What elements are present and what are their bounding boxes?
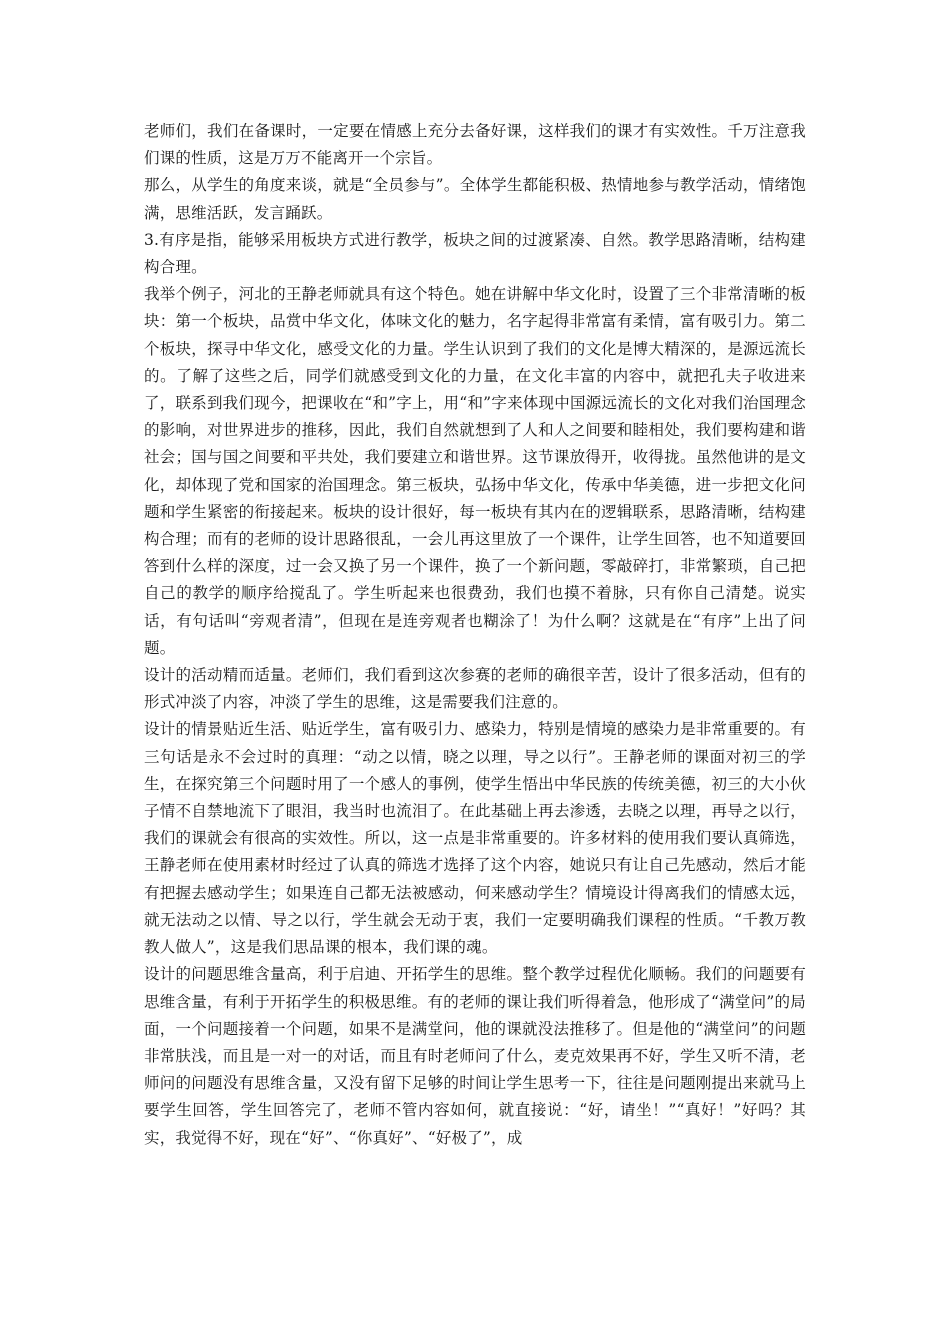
- paragraph-teacher-preparation: 老师们，我们在备课时，一定要在情感上充分去备好课，这样我们的课才有实效性。千万注意我们课的性质，这是万万不能离开一个宗旨。: [144, 122, 806, 168]
- paragraph-full-participation: 那么，从学生的角度来谈，就是“全员参与”。全体学生都能积极、热情地参与教学活动，情绪饱满，思维活跃，发言踊跃。: [144, 176, 806, 222]
- paragraph-scenarios: 设计的情景贴近生活、贴近学生，富有吸引力、感染力，特别是情境的感染力是非常重要的。有三句话是永不会过时的真理：“动之以情，晓之以理，导之以行”。王静老师的课面对初三的学生，在探究第三个问题时用了一个感人的事例，使学生悟出中华民族的传统美德，初三的大小伙子情不自禁地流下了眼泪，我当时也流泪了。在此基础上再去渗透，去晓之以理，再导之以行，我们的课就会有很高的实效性。所以，这一点是非常重要的。许多材料的使用我们要认真筛选，王静老师在使用素材时经过了认真的筛选才选择了这个内容，她说只有让自己先感动，然后才能有把握去感动学生；如果连自己都无法被感动，何来感动学生？情境设计得离我们的情感太远，就无法动之以情、导之以行，学生就会无动于衷，我们一定要明确我们课程的性质。“千教万教教人做人”，这是我们思品课的根本，我们课的魂。: [144, 720, 806, 957]
- paragraph-orderly-definition: 3.有序是指，能够采用板块方式进行教学，板块之间的过渡紧凑、自然。教学思路清晰，结构建构合理。: [144, 230, 806, 277]
- document-body: [144, 118, 806, 1152]
- paragraph-questions: 设计的问题思维含量高，利于启迪、开拓学生的思维。整个教学过程优化顺畅。我们的问题要有思维含量，有利于开拓学生的积极思维。有的老师的课让我们听得着急，他形成了“满堂问”的局面，一个问题接着一个问题，如果不是满堂问，他的课就没法推移了。但是他的“满堂问”的问题非常肤浅，而且是一对一的对话，而且有时老师问了什么，麦克效果再不好，学生又听不清，老师问的问题没有思维含量，又没有留下足够的时间让学生思考一下，往往是问题刚提出来就马上要学生回答，学生回答完了，老师不管内容如何，就直接说：“好，请坐！”“真好！”好吗？其实，我觉得不好，现在“好”、“你真好”、“好极了”，成: [144, 965, 806, 1147]
- paragraph-wang-jing-example: 我举个例子，河北的王静老师就具有这个特色。她在讲解中华文化时，设置了三个非常清晰的板块：第一个板块，品赏中华文化，体味文化的魅力，名字起得非常富有柔情，富有吸引力。第二个板块，探寻中华文化，感受文化的力量。学生认识到了我们的文化是博大精深的，是源远流长的。了解了这些之后，同学们就感受到文化的力量，在文化丰富的内容中，就把孔夫子收进来了，联系到我们现今，把课收在“和”字上，用“和”字来体现中国源远流长的文化对我们治国理念的影响，对世界进步的推移，因此，我们自然就想到了人和人之间要和睦相处，我们要构建和谐社会；国与国之间要和平共处，我们要建立和谐世界。这节课放得开，收得拢。虽然他讲的是文化，却体现了党和国家的治国理念。第三板块，弘扬中华文化，传承中华美德，进一步把文化问题和学生紧密的衔接起来。板块的设计很好，每一板块有其内在的逻辑联系，思路清晰，结构建构合理；而有的老师的设计思路很乱，一会儿再这里放了一个课件，让学生回答，也不知道要回答到什么样的深度，过一会又换了另一个课件，换了一个新问题，零敲碎打，非常繁琐，自己把自己的教学的顺序给搅乱了。学生听起来也很费劲，我们也摸不着脉，只有你自己清楚。说实话，有句话叫“旁观者清”，但现在是连旁观者也糊涂了！为什么啊？这就是在“有序”上出了问题。: [144, 285, 806, 657]
- paragraph-activities: 设计的活动精而适量。老师们，我们看到这次参赛的老师的确很辛苦，设计了很多活动，但有的形式冲淡了内容，冲淡了学生的思维，这是需要我们注意的。: [144, 666, 806, 712]
